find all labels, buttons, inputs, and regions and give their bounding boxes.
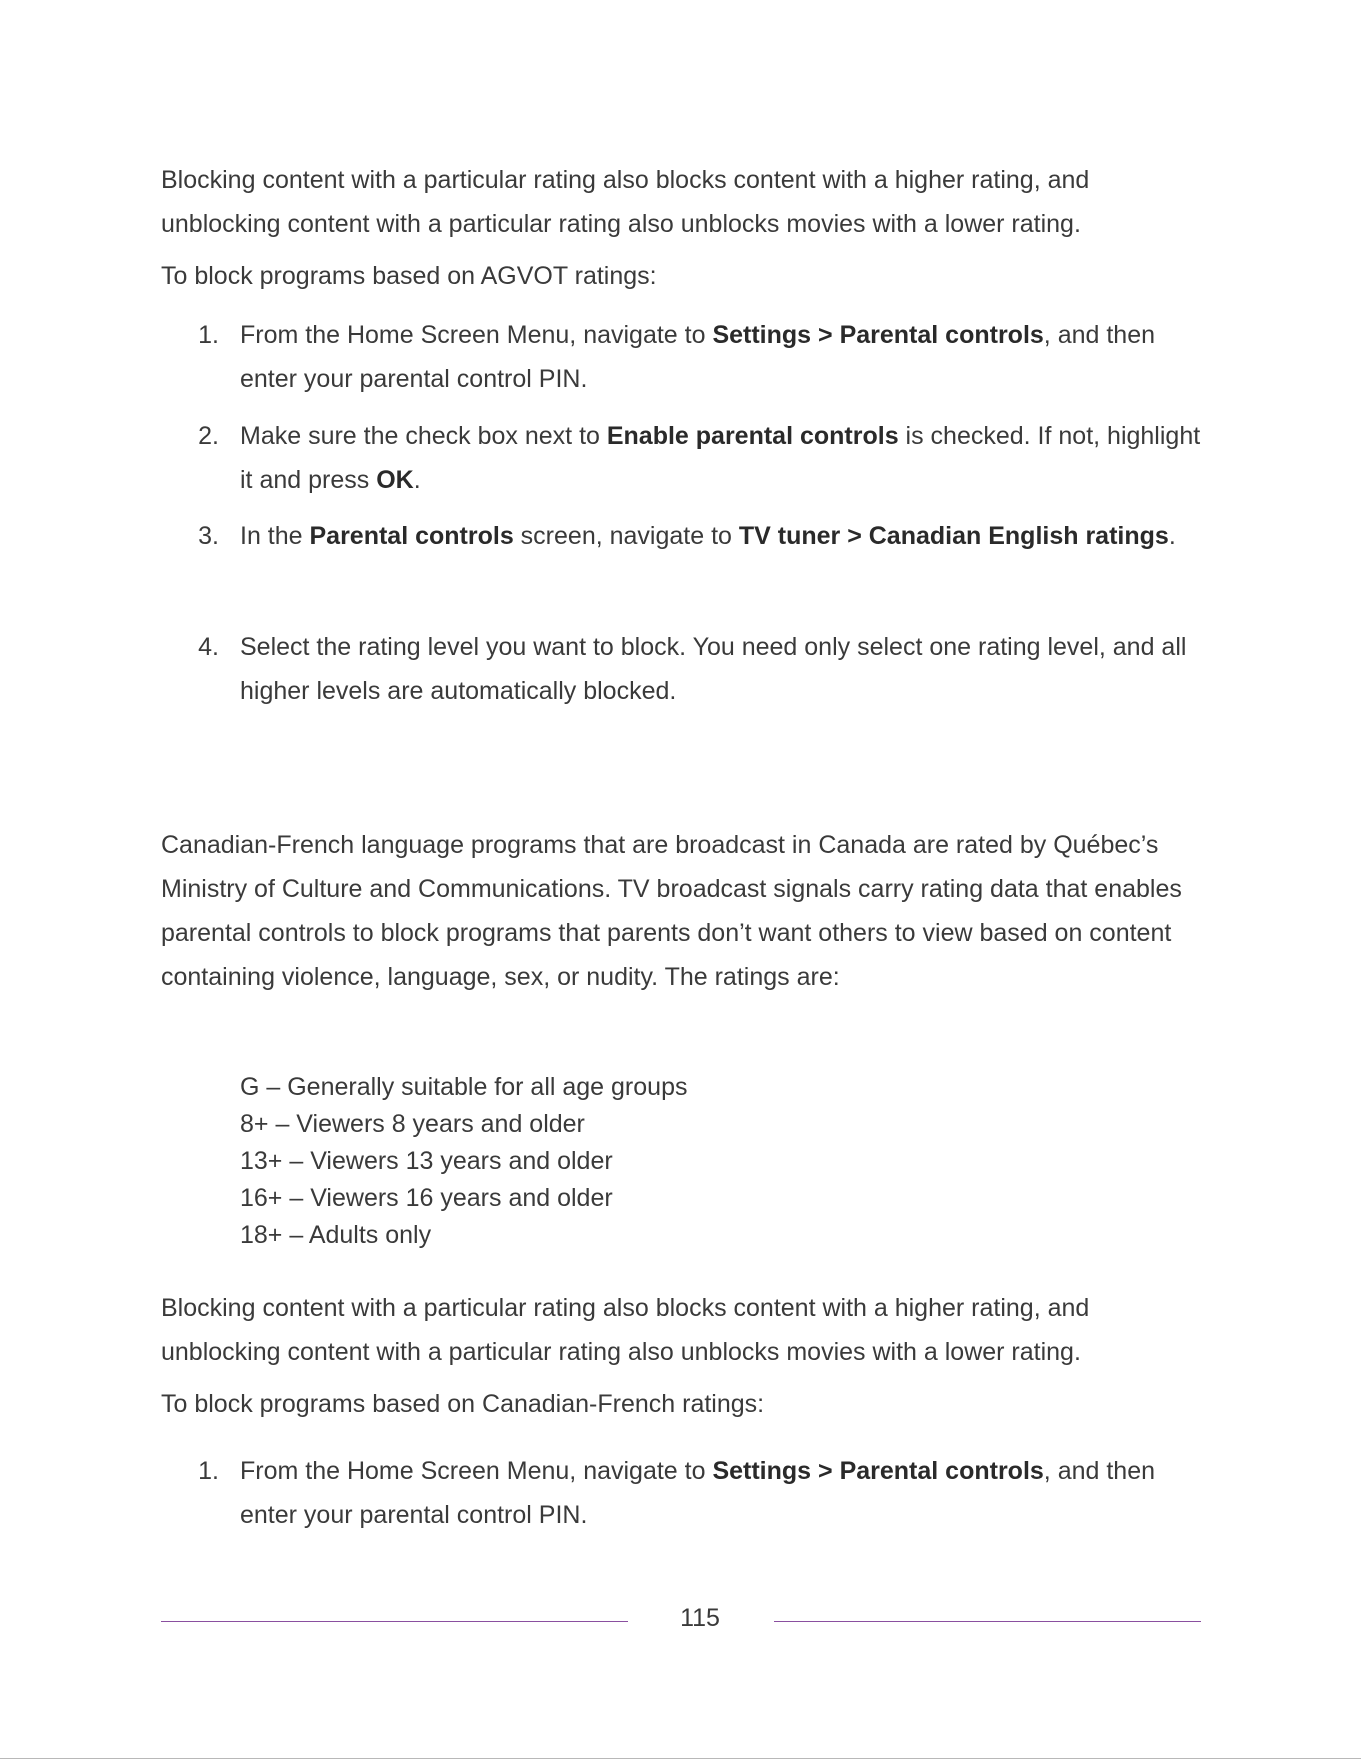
footer-rule-right (774, 1621, 1201, 1622)
step-number: 3. (198, 522, 219, 550)
button-name: OK (376, 466, 414, 494)
step-text: From the Home Screen Menu, navigate to Settings > Parental controls, and then enter your parental control PIN. (240, 321, 1156, 393)
list-item-step-2 (161, 414, 1201, 502)
list-item-step-1b (161, 1449, 1201, 1537)
step-number: 2. (198, 422, 219, 450)
step-number: 1. (198, 321, 219, 349)
list-item-step-3 (161, 514, 1201, 558)
menu-path: TV tuner > Canadian English ratings (738, 522, 1169, 550)
menu-path: Settings > Parental controls (712, 1457, 1044, 1485)
paragraph-blocking-note: Blocking content with a particular rating also blocks content with a higher rating, and unblocking content with a particular rating also unblocks movies with a lower rating. (161, 166, 1090, 238)
rating-item: G – Generally suitable for all age groups (240, 1073, 688, 1101)
rating-item: 18+ – Adults only (240, 1221, 432, 1249)
rating-item: 13+ – Viewers 13 years and older (240, 1147, 613, 1175)
ratings-list (240, 1069, 687, 1254)
list-item-step-4 (161, 625, 1201, 713)
step-text: Make sure the check box next to Enable parental controls is checked. If not, highlight it and press OK. (240, 422, 1201, 494)
step-number: 1. (198, 1457, 219, 1485)
paragraph-canadian-french-intro: Canadian-French language programs that are broadcast in Canada are rated by Québec’s Ministry of Culture and Communications. TV broadcast signals carry rating data that enables parental controls to block programs that parents don’t want others to view based on content containing violence, language, sex, or nudity. The ratings are: (161, 831, 1182, 991)
paragraph-blocking-note-2: Blocking content with a particular rating also blocks content with a higher rating, and unblocking content with a particular rating also unblocks movies with a lower rating. (161, 1294, 1090, 1366)
page-number: 115 (680, 1604, 720, 1632)
setting-name: Enable parental controls (606, 422, 899, 450)
paragraph-agvot-lead: To block programs based on AGVOT ratings: (161, 262, 657, 290)
footer-rule-left (161, 1621, 628, 1622)
rating-item: 16+ – Viewers 16 years and older (240, 1184, 613, 1212)
step-text: In the Parental controls screen, navigate to TV tuner > Canadian English ratings. (240, 522, 1176, 550)
list-item-step-1 (161, 313, 1201, 401)
rating-item: 8+ – Viewers 8 years and older (240, 1110, 585, 1138)
step-number: 4. (198, 633, 219, 661)
page-bottom-edge (0, 1758, 1361, 1759)
step-text: From the Home Screen Menu, navigate to Settings > Parental controls, and then enter your parental control PIN. (240, 1457, 1156, 1529)
menu-path: Settings > Parental controls (712, 321, 1044, 349)
step-text: Select the rating level you want to block. You need only select one rating level, and all higher levels are automatically blocked. (240, 633, 1187, 705)
screen-name: Parental controls (309, 522, 514, 550)
paragraph-canadian-french-lead: To block programs based on Canadian-French ratings: (161, 1390, 765, 1418)
